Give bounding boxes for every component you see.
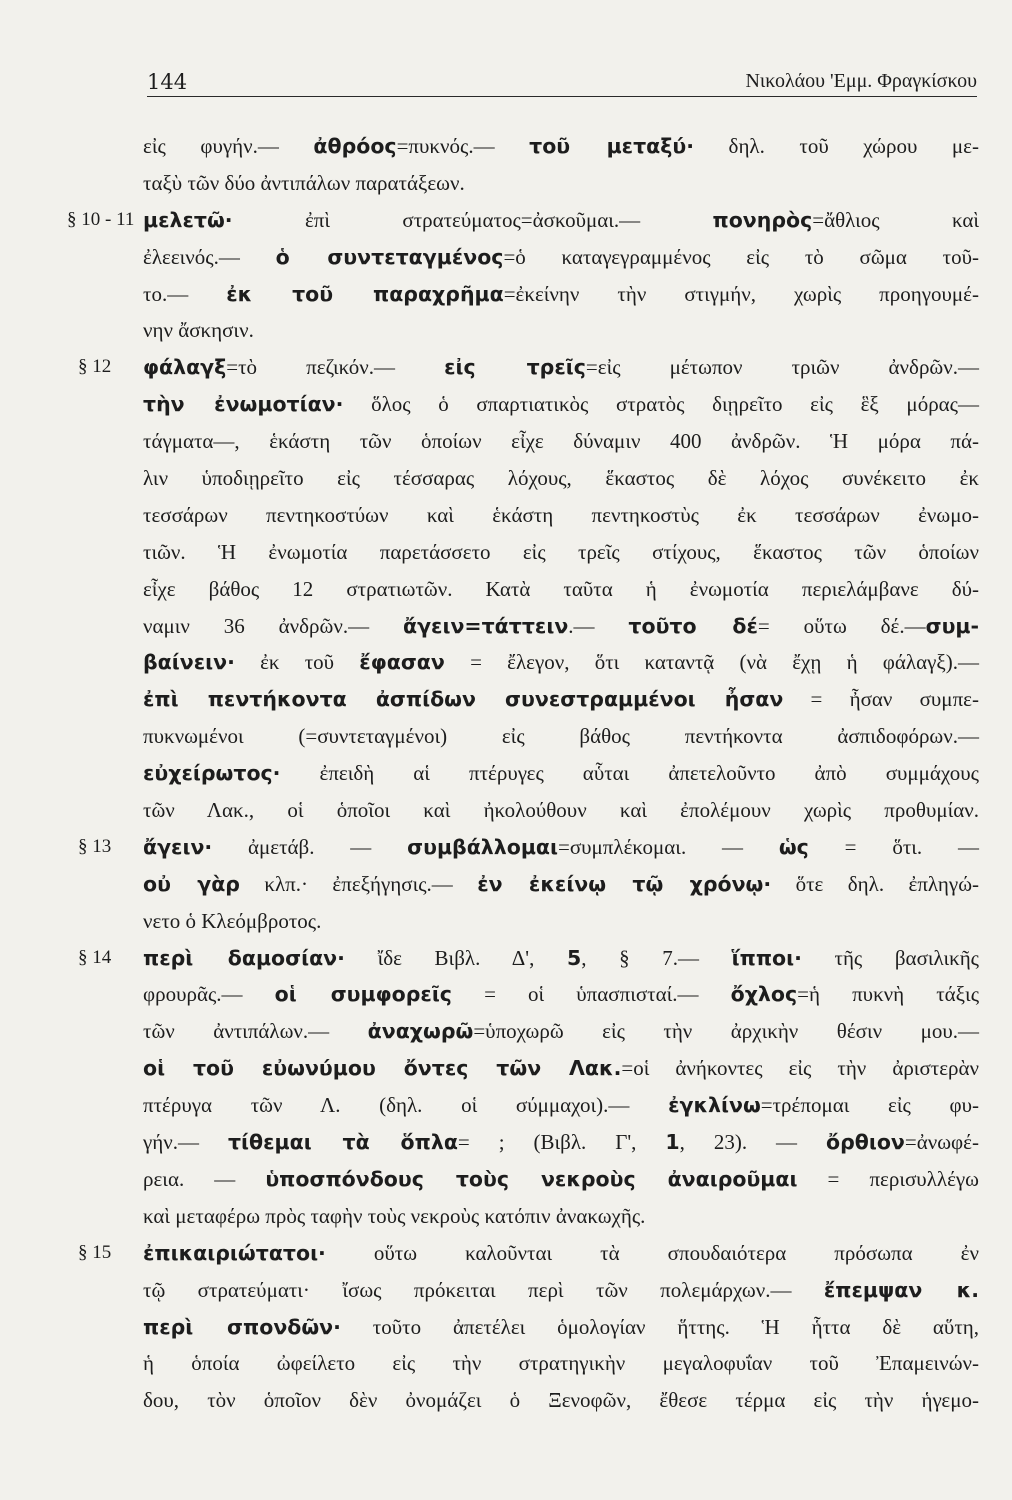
section-marker: § 15 — [78, 1241, 112, 1263]
gloss-text: =ἐκείνην τὴν στιγμήν, χωρὶς προηγουμέ- — [503, 281, 979, 306]
gloss-text: ἐπὶ στρατεύματος=ἀσκοῦμαι.— — [232, 207, 713, 232]
gloss-text: =τρέπομαι εἰς φυ- — [760, 1093, 979, 1118]
gloss-text: , § 7.— — [581, 945, 732, 970]
lemma-term: τοῦτο δέ — [628, 613, 758, 638]
line-text — [143, 792, 979, 829]
lemma-term: 1 — [665, 1130, 680, 1155]
lemma-term: συμβάλλομαι — [407, 834, 558, 859]
line-text — [143, 1382, 979, 1419]
lemma-term: ὑποσπόνδους τοὺς νεκροὺς ἀναιροῦμαι — [265, 1166, 798, 1191]
lemma-term: ὄχλος — [730, 982, 798, 1007]
running-head: Νικολάου 'Εμμ. Φραγκίσκου — [745, 70, 977, 92]
text-line — [143, 903, 979, 940]
gloss-text: = ἔλεγον, ὅτι καταντᾷ (νὰ ἔχῃ ἡ φάλαγξ).— — [444, 650, 979, 675]
text-line — [143, 423, 979, 460]
gloss-text: =οἱ ἀνήκοντες εἰς τὴν ἀριστερὰν — [621, 1056, 979, 1081]
lemma-term: ἄγειν· — [143, 834, 213, 859]
lemma-term: ὄρθιον — [826, 1130, 905, 1155]
line-text — [143, 1198, 979, 1235]
gloss-text: ἴδε Βιβλ. Δ', — [344, 945, 567, 970]
gloss-text: τῷ στρατεύματι· ἴσως πρόκειται περὶ τῶν πολεμάρχων.— — [143, 1277, 824, 1302]
lemma-term: ἐν ἐκείνῳ τῷ χρόνῳ· — [477, 871, 772, 896]
gloss-text: τῶν ἀντιπάλων.— — [143, 1019, 368, 1044]
text-line — [143, 128, 979, 165]
lemma-term: τὴν ἐνωμοτίαν· — [143, 392, 344, 417]
line-text — [143, 1050, 979, 1087]
text-line — [143, 976, 979, 1013]
gloss-text: =ἄθλιος καὶ — [812, 207, 979, 232]
lemma-term: εὐχείρωτος· — [143, 761, 281, 786]
text-line — [143, 718, 979, 755]
gloss-text: = οἱ ὑπασπισταί.— — [451, 982, 731, 1007]
text-line — [78, 1235, 979, 1272]
line-text — [143, 1013, 979, 1050]
gloss-text: λιν ὑποδιῃρεῖτο εἰς τέσσαρας λόχους, ἕκαστος δὲ λόχος συνέκειτο ἐκ — [143, 466, 979, 491]
lemma-term: ἀναχωρῶ — [367, 1019, 474, 1044]
gloss-text: το.— — [143, 281, 227, 306]
lemma-term: ἐπὶ πεντήκοντα ἀσπίδων συνεστραμμένοι ἦσαν — [143, 687, 784, 712]
gloss-text: ἡ ὁποία ὠφείλετο εἰς τὴν στρατηγικὴν μεγαλοφυΐαν τοῦ Ἐπαμεινών- — [143, 1351, 979, 1376]
text-line — [143, 1272, 979, 1309]
section-marker: § 10 - 11 — [67, 208, 135, 230]
text-line — [143, 497, 979, 534]
gloss-text: οὕτω καλοῦνται τὰ σπουδαιότερα πρόσωπα ἐν — [325, 1240, 979, 1265]
gloss-text: =ὑποχωρῶ εἰς τὴν ἀρχικὴν θέσιν μου.— — [473, 1019, 979, 1044]
gloss-text: εἶχε βάθος 12 στρατιωτῶν. Κατὰ ταῦτα ἡ ἐνωμοτία περιελάμβανε δύ- — [143, 576, 979, 601]
text-line — [78, 349, 979, 386]
lemma-term: ὡς — [778, 834, 809, 859]
gloss-text: πυκνωμένοι (=συντεταγμένοι) εἰς βάθος πεντήκοντα ἀσπιδοφόρων.— — [143, 724, 979, 749]
text-line — [78, 829, 979, 866]
text-line — [143, 792, 979, 829]
line-text — [143, 239, 979, 276]
gloss-text: = ἦσαν συμπε- — [783, 687, 979, 712]
text-line — [78, 940, 979, 977]
lemma-term: ἐγκλίνω — [668, 1093, 761, 1118]
lemma-term: οἱ συμφορεῖς — [274, 982, 452, 1007]
lemma-term: ἄγειν=τάττειν — [403, 613, 569, 638]
line-text — [143, 1309, 979, 1346]
text-line — [143, 386, 979, 423]
gloss-text: νην ἄσκησιν. — [143, 318, 254, 343]
text-line — [143, 1382, 979, 1419]
text-line — [143, 644, 979, 681]
text-line — [143, 239, 979, 276]
lemma-term: ἔπεμψαν κ. — [823, 1277, 979, 1302]
commentary-body — [67, 128, 980, 1419]
text-line — [143, 276, 979, 313]
page-header — [147, 62, 977, 97]
gloss-text: =συμπλέκομαι. — — [557, 834, 779, 859]
gloss-text: δηλ. τοῦ χώρου με- — [694, 134, 979, 158]
line-text — [143, 202, 979, 239]
text-line — [143, 1345, 979, 1382]
text-line — [143, 755, 979, 792]
line-text — [143, 940, 979, 977]
gloss-text: = ὅτι. — — [808, 834, 979, 859]
line-text — [143, 534, 979, 571]
text-line — [143, 534, 979, 571]
line-text — [143, 423, 979, 460]
gloss-text: =ὁ καταγεγραμμένος εἰς τὸ σῶμα τοῦ- — [503, 244, 979, 269]
text-line — [143, 866, 979, 903]
gloss-text: τεσσάρων πεντηκοστύων καὶ ἑκάστη πεντηκοστὺς ἐκ τεσσάρων ἐνωμο- — [143, 502, 979, 527]
text-line — [67, 202, 979, 239]
gloss-text: φρουρᾶς.— — [143, 982, 275, 1007]
lemma-term: ὁ συντεταγμένος — [275, 244, 504, 269]
gloss-text: =πυκνός.— — [396, 134, 530, 158]
gloss-text: γήν.— — [143, 1130, 228, 1155]
line-text — [143, 1345, 979, 1382]
text-line — [143, 1050, 979, 1087]
lemma-term: ἐκ τοῦ παραχρῆμα — [226, 281, 504, 306]
line-text — [143, 460, 979, 497]
line-text — [143, 165, 979, 202]
text-line — [143, 165, 979, 202]
gloss-text: τάγματα—, ἑκάστη τῶν ὁποίων εἶχε δύναμιν 400 ἀνδρῶν. Ἡ μόρα πά- — [143, 429, 979, 454]
lemma-term: φάλαγξ — [143, 355, 227, 380]
lemma-term: τοῦ μεταξύ· — [529, 134, 694, 158]
gloss-text: πτέρυγα τῶν Λ. (δηλ. οἱ σύμμαχοι).— — [143, 1093, 669, 1118]
line-text — [143, 681, 979, 718]
gloss-text: =τὸ πεζικόν.— — [226, 355, 445, 380]
lemma-term: οἱ τοῦ εὐωνύμου ὄντες τῶν Λακ. — [143, 1056, 622, 1081]
lemma-term: ἔφασαν — [359, 650, 445, 675]
lemma-term: ἵπποι· — [731, 945, 802, 970]
gloss-text: .— — [568, 613, 629, 638]
line-text — [143, 755, 979, 792]
gloss-text: τοῦτο ἀπετέλει ὁμολογίαν ἥττης. Ἡ ἧττα δὲ αὕτη, — [340, 1314, 979, 1339]
lemma-term: ἀθρόος — [313, 134, 397, 158]
gloss-text: = ; (Βιβλ. Γ', — [457, 1130, 666, 1155]
line-text — [143, 1124, 979, 1161]
line-text — [143, 386, 979, 423]
line-text — [143, 312, 979, 349]
lemma-term: εἰς τρεῖς — [444, 355, 586, 380]
line-text — [143, 976, 979, 1013]
gloss-text: εἰς φυγήν.— — [143, 134, 314, 158]
gloss-text: = οὕτω δέ.— — [757, 613, 926, 638]
text-line — [143, 1309, 979, 1346]
text-line — [143, 681, 979, 718]
gloss-text: δου, τὸν ὁποῖον δὲν ὀνομάζει ὁ Ξενοφῶν, ἔθεσε τέρμα εἰς τὴν ἡγεμο- — [143, 1388, 979, 1413]
gloss-text: τιῶν. Ἡ ἐνωμοτία παρετάσσετο εἰς τρεῖς στίχους, ἕκαστος τῶν ὁποίων — [143, 539, 979, 564]
text-line — [143, 1087, 979, 1124]
lemma-term: οὐ γὰρ — [143, 871, 240, 896]
line-text — [143, 829, 979, 866]
section-marker: § 12 — [78, 356, 112, 378]
line-text — [143, 1272, 979, 1309]
line-text — [143, 644, 979, 681]
gloss-text: = περισυλλέγω — [797, 1166, 979, 1191]
text-line — [143, 1198, 979, 1235]
lemma-term: περὶ σπονδῶν· — [143, 1314, 341, 1339]
line-text — [143, 903, 979, 940]
gloss-text: =ἀνωφέ- — [904, 1130, 979, 1155]
gloss-text: ὅτε δηλ. ἐπληγώ- — [771, 871, 980, 896]
text-line — [143, 1124, 979, 1161]
line-text — [143, 1235, 979, 1272]
section-marker: § 14 — [78, 946, 112, 968]
page-number: 144 — [147, 70, 188, 94]
gloss-text: ναμιν 36 ἀνδρῶν.— — [143, 613, 403, 638]
line-text — [143, 571, 979, 608]
line-text — [143, 497, 979, 534]
gloss-text: κλπ.· ἐπεξήγησις.— — [239, 871, 478, 896]
lemma-term: 5 — [566, 945, 582, 970]
text-line — [143, 1013, 979, 1050]
section-marker: § 13 — [78, 835, 112, 857]
text-line — [143, 571, 979, 608]
line-text — [143, 866, 979, 903]
gloss-text: νετο ὁ Κλεόμβροτος. — [143, 908, 322, 933]
gloss-text: =ἡ πυκνὴ τάξις — [797, 982, 980, 1007]
line-text — [143, 1087, 979, 1124]
line-text — [143, 349, 979, 386]
lemma-term: τίθεμαι τὰ ὅπλα — [227, 1130, 458, 1155]
text-line — [143, 312, 979, 349]
lemma-term: πονηρὸς — [712, 207, 813, 232]
gloss-text: ἐπειδὴ αἱ πτέρυγες αὗται ἀπετελοῦντο ἀπὸ συμμάχους — [280, 761, 979, 786]
gloss-text: , 23). — — [679, 1130, 826, 1155]
line-text — [143, 718, 979, 755]
text-line — [143, 460, 979, 497]
gloss-text: =εἰς μέτωπον τριῶν ἀνδρῶν.— — [585, 355, 979, 380]
gloss-text: τῆς βασιλικῆς — [801, 945, 979, 970]
gloss-text: τῶν Λακ., οἱ ὁποῖοι καὶ ἠκολούθουν καὶ ἐπολέμουν χωρὶς προθυμίαν. — [143, 798, 979, 823]
gloss-text: ρεια. — — [143, 1166, 266, 1191]
line-text — [143, 276, 979, 313]
line-text — [143, 128, 979, 165]
gloss-text: ὅλος ὁ σπαρτιατικὸς στρατὸς διῃρεῖτο εἰς ἓξ μόρας— — [343, 392, 979, 417]
gloss-text: ἐκ τοῦ — [234, 650, 360, 675]
gloss-text: ἐλεεινός.— — [143, 244, 276, 269]
line-text — [143, 1161, 979, 1198]
lemma-term: ἐπικαιριώτατοι· — [143, 1240, 326, 1265]
text-line — [143, 608, 979, 645]
lemma-term: μελετῶ· — [143, 207, 233, 232]
line-text — [143, 608, 979, 645]
gloss-text: ἀμετάβ. — — [212, 834, 408, 859]
lemma-term: βαίνειν· — [143, 650, 235, 675]
lemma-term: συμ- — [925, 613, 980, 638]
lemma-term: περὶ δαμοσίαν· — [143, 945, 345, 970]
gloss-text: καὶ μεταφέρω πρὸς ταφὴν τοὺς νεκροὺς κατόπιν ἀνακωχῆς. — [143, 1203, 646, 1228]
gloss-text: ταξὺ τῶν δύο ἀντιπάλων παρατάξεων. — [143, 170, 465, 195]
text-line — [143, 1161, 979, 1198]
